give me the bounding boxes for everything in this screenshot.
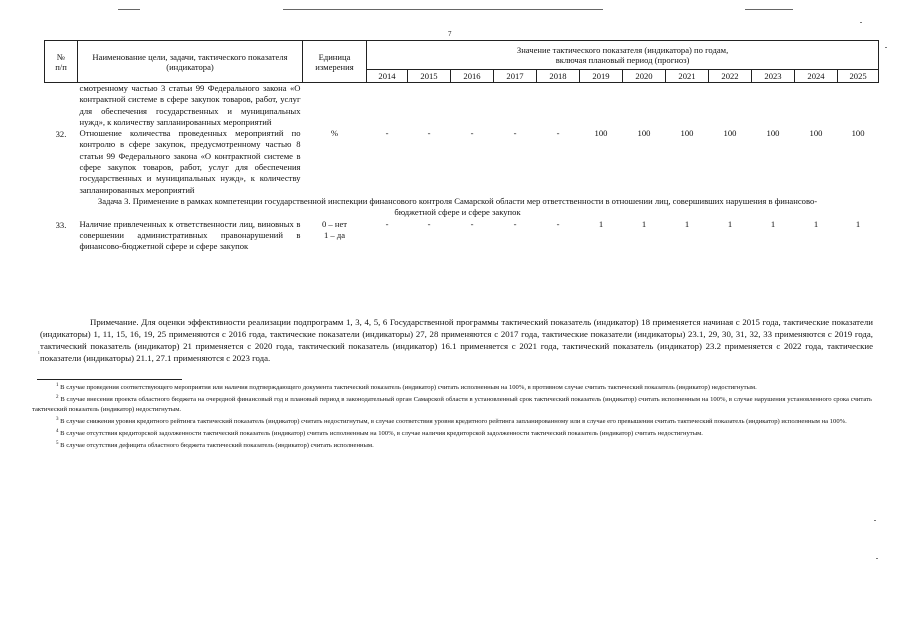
- note-paragraph: Примечание. Для оценки эффективности реализации подпрограмм 1, 3, 4, 5, 6 Государственной программы тактический показатель (индикатор) 18 применяется начиная с 2015 года, тактические показатели (индикаторы) 1, 11, 15, 16, 19, 25 применяются с 2016 года, тактические показатели (индикаторы) 27, 28 применяются с 2017 года, тактические показатели (индикаторы) 23.1, 29, 30, 31, 32, 33 применяются с 2019 года, тактический показатель (индикатор) 21 применяется с 2020 года, тактический показатель (индикатор) 16.1 применяется с 2021 года, тактический показатель (индикатор) 23.2 применяется с 2022 года, тактические показатели (индикаторы) 21.1, 27.1 применяются с 2023 года.: [40, 317, 873, 364]
- indicator-value: 1: [813, 218, 819, 229]
- indicator-unit: 0 – нет 1 – да: [321, 218, 348, 240]
- scan-mark: [860, 22, 862, 23]
- scan-mark: ı: [38, 350, 40, 356]
- indicator-value: 1: [770, 218, 776, 229]
- indicator-value: 100: [594, 128, 608, 139]
- footnote: $^5$ В случае отсутствия дефицита областного бюджета тактический показатель (индикатор) считать исполненным.: [56, 440, 374, 449]
- year-header: 2015: [408, 70, 451, 83]
- row-number: 32.: [55, 129, 67, 140]
- footnote: $^2$ В случае внесения проекта областного бюджета на очередной финансовый год и плановый период в законодательный орган Самарской области в установленный срок тактический показатель (индикатор) считать исполненным на 100%, в случае нарушения установленного срока считать тактический показатель (индикатор) недостигнутым.: [32, 394, 872, 413]
- footnote-separator: [37, 379, 182, 380]
- indicator-value: 1: [855, 218, 861, 229]
- scan-mark: [283, 9, 603, 10]
- row-number: 33.: [55, 219, 67, 230]
- indicator-value: -: [556, 128, 560, 139]
- footnote: $^3$ В случае снижения уровня кредитного рейтинга тактический показатель (индикатор) считать недостигнутым, в случае соответствия уровня кредитного рейтинга запланированному или в случае его превышения считать тактический показатель (индикатор) исполненным на 100%.: [56, 416, 847, 425]
- col-header-values: Значение тактического показателя (индикатора) по годам, включая плановый период (прогноз): [367, 41, 879, 70]
- scan-mark: [745, 9, 793, 10]
- indicator-value: -: [513, 128, 517, 139]
- table-row: [45, 83, 879, 129]
- indicator-value: 100: [637, 128, 651, 139]
- col-header-num: № п/п: [45, 41, 78, 83]
- year-header: 2019: [580, 70, 623, 83]
- scan-mark: [876, 558, 878, 559]
- indicator-value: -: [427, 218, 431, 229]
- indicator-value: 100: [723, 128, 737, 139]
- indicator-name: смотренному частью 3 статьи 99 Федерального закона «О контрактной системе в сфере закупок товаров, работ, услуг для обеспечения государственных и муниципальных нужд», к количеству запланированных мероприятий: [79, 83, 301, 127]
- task-heading: Задача 3. Применение в рамках компетенции государственной инспекции финансового контроля Самарской области мер ответственности в отношении лиц, совершивших нарушения в финансово-бюджетной сфере и сфере закупок: [97, 195, 818, 218]
- indicator-name: Наличие привлеченных к ответственности лиц, виновных в совершении административных правонарушений в финансово-бюджетной сфере и сфере закупок: [79, 218, 301, 252]
- year-header: 2023: [752, 70, 795, 83]
- page-number: 7: [448, 30, 452, 38]
- indicator-value: 1: [727, 218, 733, 229]
- year-header: 2014: [367, 70, 408, 83]
- year-header: 2017: [494, 70, 537, 83]
- indicator-value: -: [513, 218, 517, 229]
- col-header-name: Наименование цели, задачи, тактического показателя (индикатора): [78, 41, 303, 83]
- indicator-value: -: [470, 218, 474, 229]
- table-row: [45, 219, 879, 253]
- footnote: $^4$ В случае отсутствия кредиторской задолженности тактический показатель (индикатор) считать исполненным на 100%, в случае наличия кредиторской задолженности тактический показатель (индикатор) считать недостигнутым.: [56, 428, 703, 437]
- task-row: [45, 196, 879, 219]
- indicator-value: 100: [766, 128, 780, 139]
- indicator-value: -: [556, 218, 560, 229]
- scan-mark: [118, 9, 140, 10]
- scan-mark: [874, 520, 876, 521]
- year-header: 2024: [795, 70, 838, 83]
- indicators-table: [44, 40, 879, 252]
- indicator-value: 100: [809, 128, 823, 139]
- year-header: 2025: [838, 70, 879, 83]
- table-row: [45, 128, 879, 196]
- year-header: 2016: [451, 70, 494, 83]
- indicator-value: 100: [680, 128, 694, 139]
- year-header: 2020: [623, 70, 666, 83]
- indicator-value: -: [385, 218, 389, 229]
- indicator-value: 100: [851, 128, 865, 139]
- year-header: 2022: [709, 70, 752, 83]
- indicator-value: 1: [641, 218, 647, 229]
- year-header: 2021: [666, 70, 709, 83]
- footnotes: [32, 381, 872, 451]
- indicator-value: 1: [598, 218, 604, 229]
- year-header: 2018: [537, 70, 580, 83]
- scan-mark: [885, 47, 887, 48]
- indicator-unit: %: [330, 128, 339, 139]
- indicator-name: Отношение количества проведенных мероприятий по контролю в сфере закупок, предусмотренному частью 8 статьи 99 Федерального закона «О контрактной системе в сфере закупок товаров, работ, услуг для обеспечения государственных и муниципальных нужд», к количеству запланированных мероприятий: [79, 128, 301, 195]
- col-header-unit: Единица измерения: [303, 41, 367, 83]
- indicator-value: -: [427, 128, 431, 139]
- indicator-value: -: [385, 128, 389, 139]
- indicator-value: -: [470, 128, 474, 139]
- footnote: $^1$ В случае проведения соответствующего мероприятия или наличия подтверждающего документа тактический показатель (индикатор) считать исполненным на 100%, в противном случае считать тактический показатель (индикатор) недостигнутым.: [56, 383, 757, 392]
- indicator-value: 1: [684, 218, 690, 229]
